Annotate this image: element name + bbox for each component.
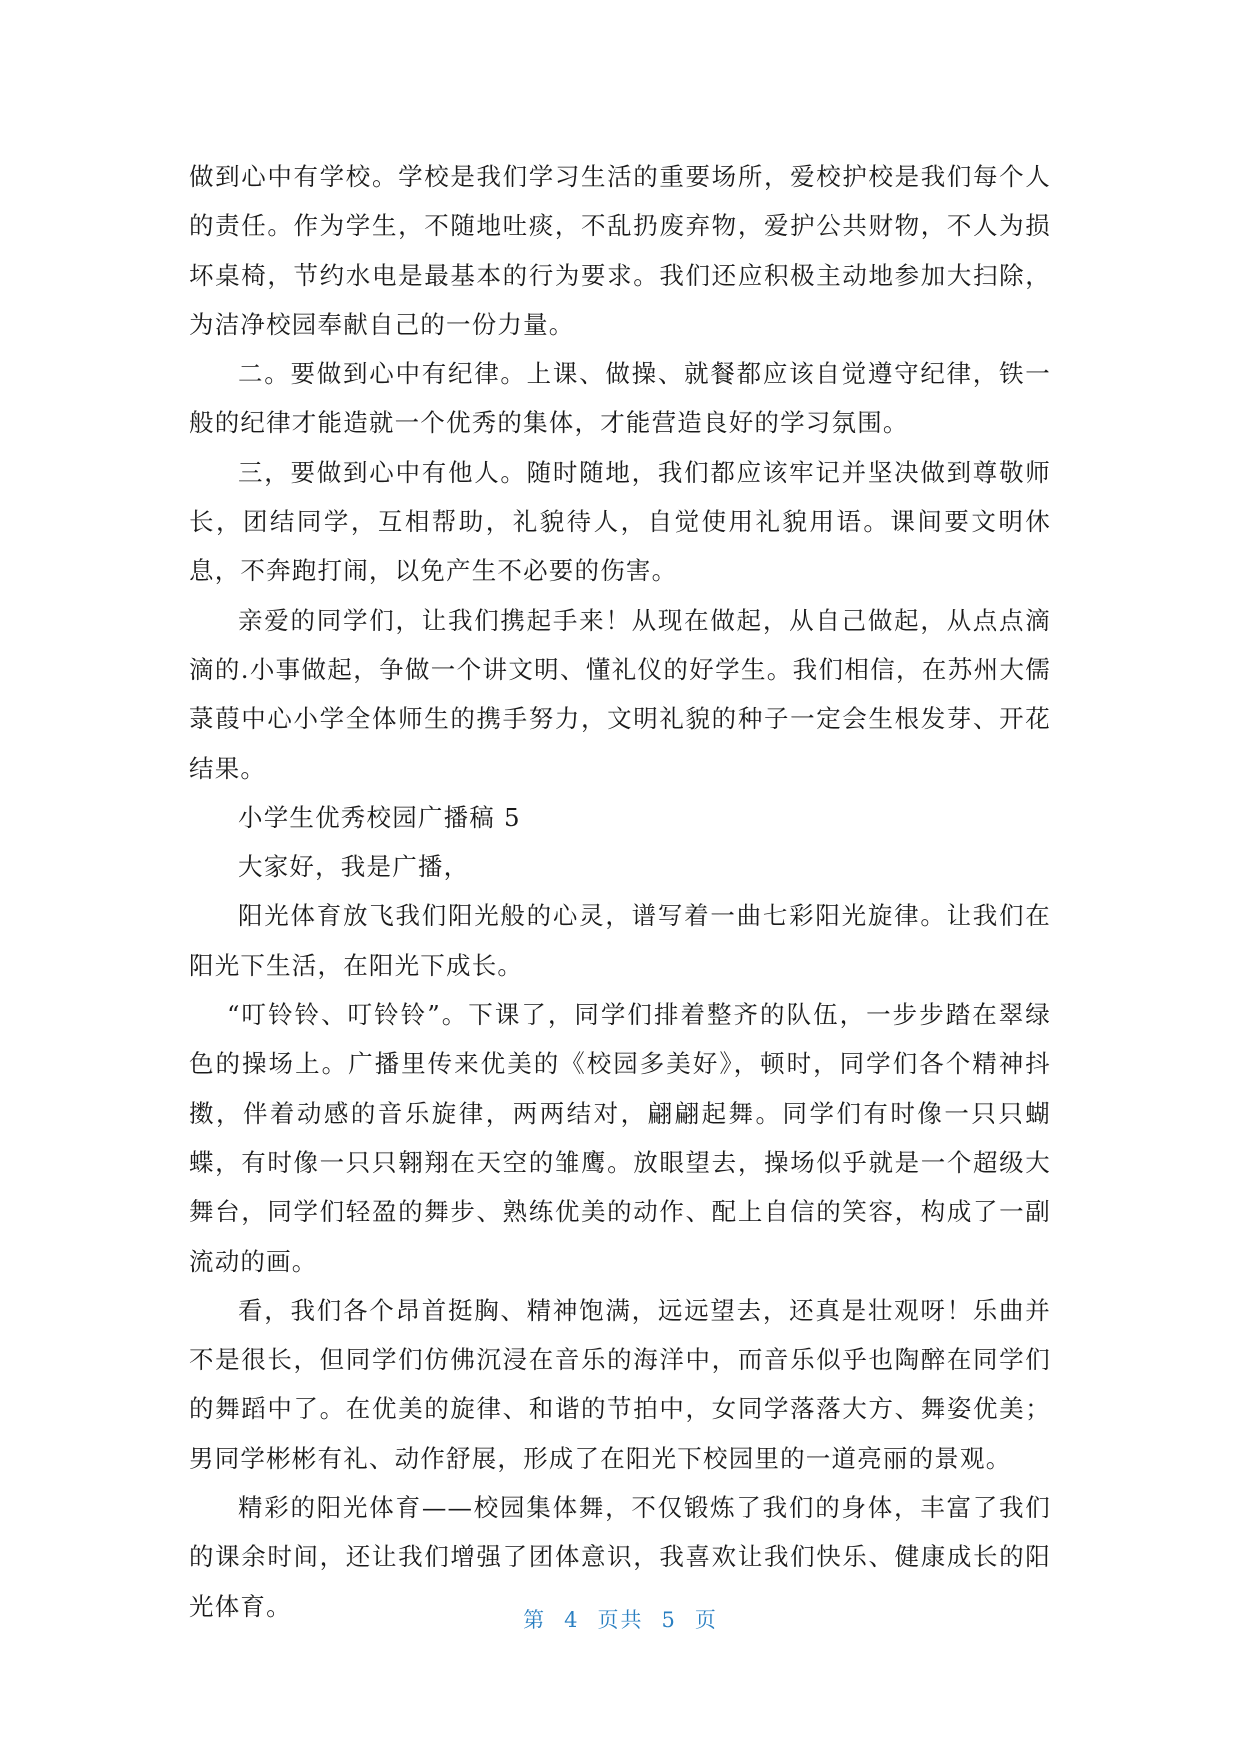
paragraph: 阳光体育放飞我们阳光般的心灵，谱写着一曲七彩阳光旋律。让我们在阳光下生活，在阳光下成长。 [189, 901, 1051, 980]
paragraph: 做到心中有学校。学校是我们学习生活的重要场所，爱校护校是我们每个人的责任。作为学生，不随地吐痰，不乱扔废弃物，爱护公共财物，不人为损坏桌椅，节约水电是最基本的行为要求。我们还应积极主动地参加大扫除，为洁净校园奉献自己的一份力量。 [189, 162, 1051, 339]
footer-middle: 页共 [597, 1608, 644, 1632]
paragraph: 三，要做到心中有他人。随时随地，我们都应该牢记并坚决做到尊敬师长，团结同学，互相帮助，礼貌待人，自觉使用礼貌用语。课间要文明休息，不奔跑打闹，以免产生不必要的伤害。 [189, 457, 1051, 586]
total-pages-number: 5 [661, 1608, 677, 1632]
current-page-number: 4 [564, 1608, 580, 1632]
section-heading: 小学生优秀校园广播稿 5 [238, 802, 521, 832]
paragraph: 亲爱的同学们，让我们携起手来！从现在做起，从自己做起，从点点滴滴的.小事做起，争做一个讲文明、懂礼仪的好学生。我们相信，在苏州大儒菉葭中心小学全体师生的携手努力，文明礼貌的种子一定会生根发芽、开花结果。 [189, 605, 1051, 783]
paragraph: 精彩的阳光体育——校园集体舞，不仅锻炼了我们的身体，丰富了我们的课余时间，还让我们增强了团体意识，我喜欢让我们快乐、健康成长的阳光体育。 [189, 1493, 1051, 1621]
paragraph: “叮铃铃、叮铃铃”。下课了，同学们排着整齐的队伍，一步步踏在翠绿色的操场上。广播里传来优美的《校园多美好》，顿时，同学们各个精神抖擞，伴着动感的音乐旋律，两两结对，翩翩起舞。同学们有时像一只只蝴蝶，有时像一只只翱翔在天空的雏鹰。放眼望去，操场似乎就是一个超级大舞台，同学们轻盈的舞步、熟练优美的动作、配上自信的笑容，构成了一副流动的画。 [189, 1000, 1051, 1276]
page-number-footer [0, 1604, 1241, 1634]
paragraph: 二。要做到心中有纪律。上课、做操、就餐都应该自觉遵守纪律，铁一般的纪律才能造就一个优秀的集体，才能营造良好的学习氛围。 [189, 359, 1051, 438]
greeting-line: 大家好，我是广播， [238, 852, 470, 882]
footer-suffix: 页 [694, 1608, 718, 1632]
paragraph: 看，我们各个昂首挺胸、精神饱满，远远望去，还真是壮观呀！乐曲并不是很长，但同学们仿佛沉浸在音乐的海洋中，而音乐似乎也陶醉在同学们的舞蹈中了。在优美的旋律、和谐的节拍中，女同学落落大方、舞姿优美；男同学彬彬有礼、动作舒展，形成了在阳光下校园里的一道亮丽的景观。 [189, 1295, 1051, 1473]
document-body [189, 152, 1051, 1631]
footer-prefix: 第 [523, 1608, 547, 1632]
